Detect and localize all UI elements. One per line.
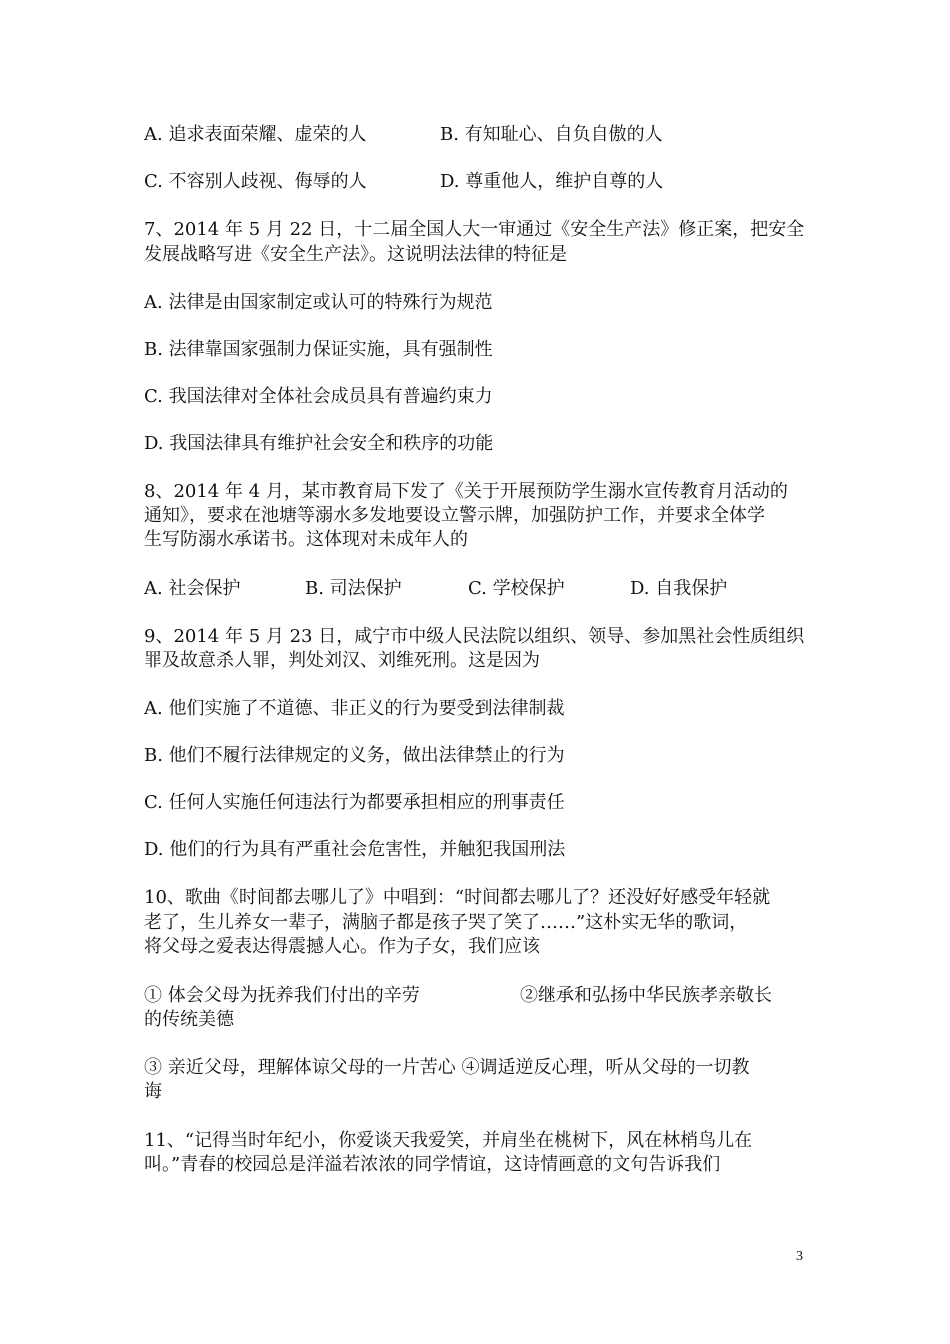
q8-stem-line-2: 通知》，要求在池塘等溺水多发地要设立警示牌，加强防护工作，并要求全体学 [144,505,765,526]
q7-stem-line-1: 7、2014 年 5 月 22 日，十二届全国人大一审通过《安全生产法》修正案，把安全 [144,219,805,240]
q8-option-b: B. 司法保护 [305,578,402,599]
q7-option-b: B. 法律靠国家强制力保证实施，具有强制性 [144,339,493,360]
q10-stem-line-2: 老了，生儿养女一辈子，满脑子都是孩子哭了笑了……”这朴实无华的歌词， [144,912,748,933]
q9-option-c: C. 任何人实施任何违法行为都要承担相应的刑事责任 [144,792,565,813]
q10-stem-line-1: 10、歌曲《时间都去哪儿了》中唱到：“时间都去哪儿了？还没好好感受年轻就 [144,887,771,908]
q10-item-2-line-2: 的传统美德 [144,1009,234,1030]
q9-option-b: B. 他们不履行法律规定的义务，做出法律禁止的行为 [144,745,565,766]
page-number: 3 [796,1249,803,1264]
q7-option-c: C. 我国法律对全体社会成员具有普遍约束力 [144,386,493,407]
q10-item-2-line-1: ②继承和弘扬中华民族孝亲敬长 [520,985,772,1006]
q10-items-3-4-line-1: ③ 亲近父母，理解体谅父母的一片苦心 ④调适逆反心理，听从父母的一切教 [144,1057,750,1078]
q9-stem-line-2: 罪及故意杀人罪，判处刘汉、刘维死刑。这是因为 [144,650,540,671]
q7-option-a: A. 法律是由国家制定或认可的特殊行为规范 [144,292,493,313]
q9-stem-line-1: 9、2014 年 5 月 23 日，咸宁市中级人民法院以组织、领导、参加黑社会性质组织 [144,626,805,647]
q10-stem-line-3: 将父母之爱表达得震撼人心。作为子女，我们应该 [144,936,540,957]
q8-option-a: A. 社会保护 [144,578,241,599]
q11-stem-line-1: 11、“记得当时年纪小，你爱谈天我爱笑，并肩坐在桃树下，风在林梢鸟儿在 [144,1130,753,1151]
q11-stem-line-2: 叫。”青春的校园总是洋溢若浓浓的同学情谊，这诗情画意的文句告诉我们 [144,1154,721,1175]
q6-option-d: D. 尊重他人，维护自尊的人 [440,171,664,192]
q6-option-b: B. 有知耻心、自负自傲的人 [440,124,663,145]
q7-stem-line-2: 发展战略写进《安全生产法》。这说明法法律的特征是 [144,244,567,265]
q9-option-d: D. 他们的行为具有严重社会危害性，并触犯我国刑法 [144,839,566,860]
q9-option-a: A. 他们实施了不道德、非正义的行为要受到法律制裁 [144,698,565,719]
q10-item-1: ① 体会父母为抚养我们付出的辛劳 [144,985,420,1006]
q8-option-c: C. 学校保护 [468,578,565,599]
q8-stem-line-3: 生写防溺水承诺书。这体现对未成年人的 [144,529,468,550]
q8-option-d: D. 自我保护 [630,578,728,599]
q10-items-3-4-line-2: 诲 [144,1081,162,1102]
q8-stem-line-1: 8、2014 年 4 月，某市教育局下发了《关于开展预防学生溺水宣传教育月活动的 [144,481,788,502]
q6-option-c: C. 不容别人歧视、侮辱的人 [144,171,367,192]
q7-option-d: D. 我国法律具有维护社会安全和秩序的功能 [144,433,494,454]
q6-option-a: A. 追求表面荣耀、虚荣的人 [144,124,367,145]
